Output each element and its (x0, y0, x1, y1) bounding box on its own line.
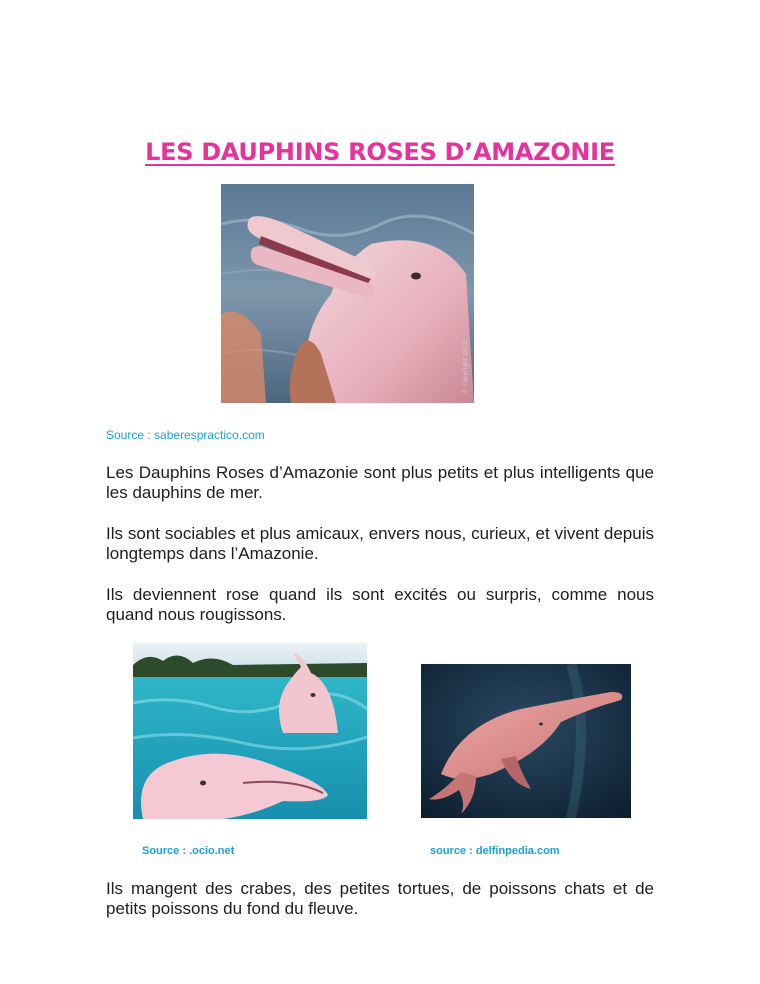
source-caption-right: source : delfinpedia.com (430, 845, 560, 857)
pink-dolphin-photo (221, 184, 474, 403)
underwater-pink-dolphin-photo (421, 664, 631, 818)
two-pink-dolphins-photo (133, 643, 367, 819)
paragraph-4: Ils mangent des crabes, des petites tortues, de poissons chats et de petits poissons du fond du fleuve. (106, 879, 654, 918)
paragraph-2: Ils sont sociables et plus amicaux, envers nous, curieux, et vivent depuis longtemps dans l’Amazonie. (106, 524, 654, 563)
source-caption-top: Source : saberespractico.com (106, 428, 265, 442)
page-title: LES DAUPHINS ROSES D’AMAZONIE (145, 138, 615, 166)
svg-text:© copyright 2012: © copyright 2012 (462, 340, 469, 394)
source-caption-left: Source : .ocio.net (142, 845, 235, 857)
paragraph-3: Ils deviennent rose quand ils sont excités ou surpris, comme nous quand nous rougissons. (106, 585, 654, 624)
paragraph-1: Les Dauphins Roses d’Amazonie sont plus petits et plus intelligents que les dauphins de mer. (106, 463, 654, 502)
